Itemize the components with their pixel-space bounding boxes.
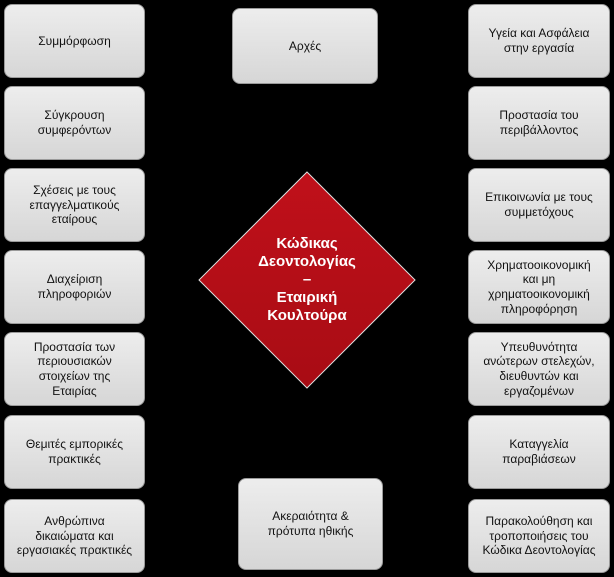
top-box-principles: Αρχές [232, 8, 378, 84]
left-box-human-rights: Ανθρώπινα δικαιώματα και εργασιακές πρακτικές [4, 499, 145, 573]
bottom-box-integrity-ethics: Ακεραιότητα & πρότυπα ηθικής [238, 478, 383, 570]
left-box-compliance: Συμμόρφωση [4, 4, 145, 78]
right-box-code-monitoring: Παρακολούθηση και τροποποιήσεις του Κώδικα Δεοντολογίας [468, 499, 610, 573]
left-box-conflict-of-interest: Σύγκρουση συμφερόντων [4, 86, 145, 160]
right-box-environment: Προστασία του περιβάλλοντος [468, 86, 610, 160]
right-box-financial-reporting: Χρηματοοικονομική και μη χρηματοοικονομική πληροφόρηση [468, 250, 610, 324]
right-box-whistleblowing: Καταγγελία παραβιάσεων [468, 415, 610, 489]
left-box-asset-protection: Προστασία των περιουσιακών στοιχείων της Εταιρίας [4, 332, 145, 406]
left-box-fair-business-practices: Θεμιτές εμπορικές πρακτικές [4, 415, 145, 489]
left-box-business-partners: Σχέσεις με τους επαγγελματικούς εταίρους [4, 168, 145, 242]
center-title: Κώδικας Δεοντολογίας – Εταιρική Κουλτούρα [258, 235, 356, 324]
left-box-information-management: Διαχείριση πληροφοριών [4, 250, 145, 324]
right-box-accountability: Υπευθυνότητα ανώτερων στελεχών, διευθυντών και εργαζομένων [468, 332, 610, 406]
right-box-health-safety: Υγεία και Ασφάλεια στην εργασία [468, 4, 610, 78]
right-box-stakeholder-communication: Επικοινωνία με τους συμμετόχους [468, 168, 610, 242]
